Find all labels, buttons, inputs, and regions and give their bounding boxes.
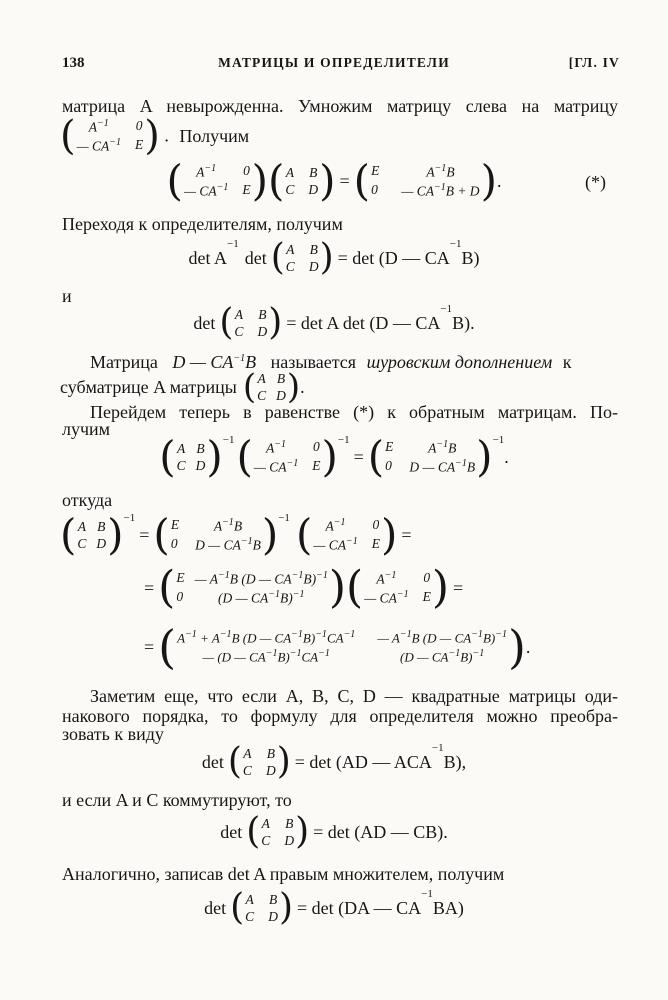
text-line: зовать к виду — [62, 724, 164, 744]
text-line: Перейдем теперь в равенстве (*) к обратным матрицам. По- — [90, 402, 618, 422]
text-line: Переходя к определителям, получим — [62, 214, 343, 234]
text-line-submatrix: субматрице A матрицы ( A B C D ) . — [60, 367, 305, 407]
text-line: и если A и C коммутируют, то — [62, 790, 292, 810]
text-line: накового порядка, то формулу для определителя можно преобра- — [62, 706, 618, 726]
equation-det-3: det ( A B C D ) = det (AD — ACA −1 B) , — [201, 741, 467, 782]
equation-label: (*) — [585, 172, 606, 192]
equation-det-1: det A −1 det ( A B C D ) = det (D — CA −1 B) — [188, 237, 480, 278]
inline-matrix-line: ( $A^{-1}$ 0 — $CA^{-1}$ E ) . Получим — [60, 113, 250, 159]
equation-whence-2: = ( E — $A^{-1}B$ (D — $CA^{-1}B)^{-1}$ 0 (D — $CA^{-1}B)^{-1}$ ) ( $A^{-1}$ 0 — $CA^{-1}$ E ) = — [144, 562, 464, 613]
text-line: и — [62, 286, 72, 306]
equation-det-5: det ( A B C D ) = det (DA — CA −1 BA) — [204, 887, 464, 928]
equation-whence-1: ( A B C D ) −1 = ( E $A^{-1}B$ 0 D — $CA^{-1}B$ ) −1 ( $A^{-1}$ 0 — $CA^{-1}$ E ) = — [60, 510, 412, 559]
equation-det-4: det ( A B C D ) = det (AD — CB). — [220, 811, 448, 852]
chapter-label: [ГЛ. IV — [568, 55, 620, 70]
text-line-schur: Матрица D — $CA^{-1}B$ называется шуровским дополнением к — [90, 352, 572, 372]
running-title: МАТРИЦЫ И ОПРЕДЕЛИТЕЛИ — [218, 55, 450, 70]
equation-det-2: det ( A B C D ) = det A det (D — CA −1 B). — [193, 302, 475, 343]
text-line: Аналогично, записав det A правым множителем, получим — [62, 864, 505, 884]
text-line: матрица A невырожденна. Умножим матрицу слева на матрицу — [62, 96, 618, 116]
equation-star: ( $A^{-1}$ 0 — $CA^{-1}$ E ) ( A B C D ) = ( E $A^{-1}B$ 0 — $CA^{-1}B + D$ ) . — [166, 156, 502, 205]
equation-whence-3: = ( $A^{-1} + A^{-1}B$ (D — $CA^{-1}B)^{-1}CA^{-1}$ — $A^{-1}B$ (D — $CA^{-1}B)^{-1}$ — (D — $CA^{-1}B)^{-1}CA^{-1}$ (D — $CA^{-1}B)^{-1}$ ) . — [144, 620, 531, 674]
equation-inverse: ( A B C D ) −1 ( $A^{-1}$ 0 — $CA^{-1}$ E ) −1 = ( E $A^{-1}B$ 0 D — $CA^{-1}B$ ) −1 . — [159, 432, 509, 481]
text-line: откуда — [62, 490, 113, 510]
text-getting: Получим — [179, 125, 250, 146]
page-number: 138 — [62, 55, 85, 71]
text-line: Заметим еще, что если A, B, C, D — квадратные матрицы оди- — [90, 686, 618, 706]
text-line: лучим — [62, 419, 111, 439]
